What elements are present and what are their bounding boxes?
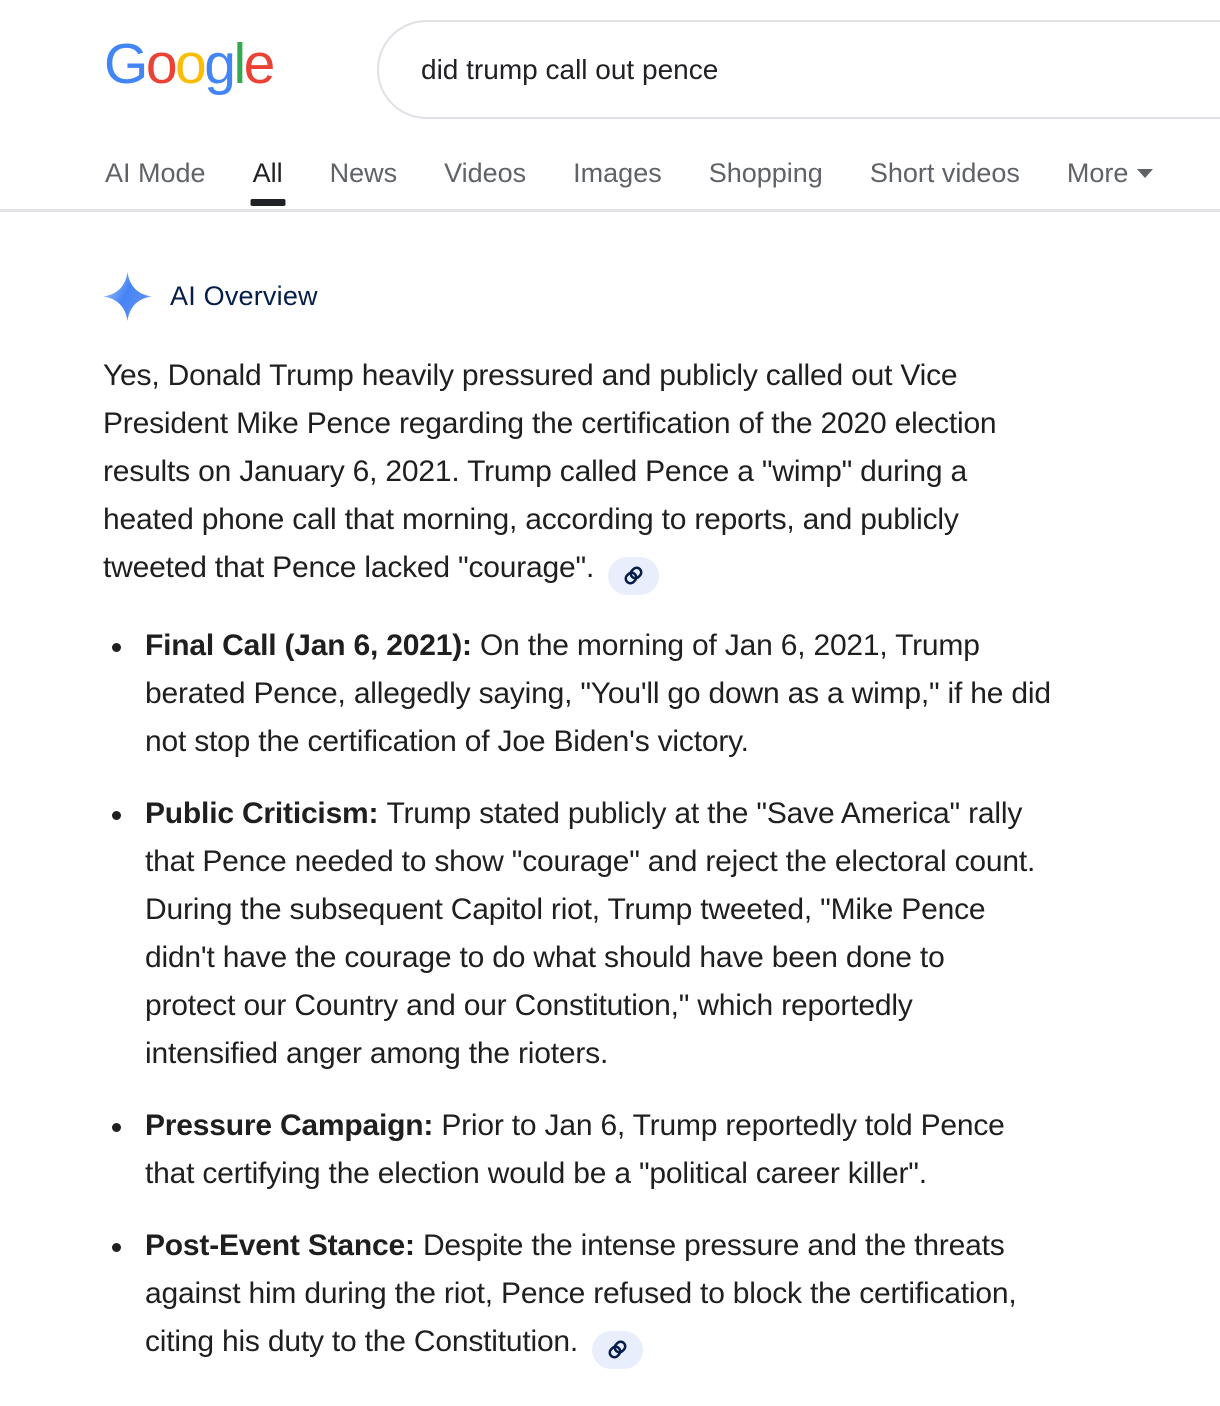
bullet-marker <box>112 1243 121 1252</box>
logo-letter: o <box>145 32 176 96</box>
tab-more-label: More <box>1066 157 1129 188</box>
search-box[interactable] <box>377 20 1220 119</box>
bullet-text: On the morning of Jan 6, 2021, Trump berated Pence, allegedly saying, "You'll go down as a wimp," if he did not stop the certification of Joe Biden's victory. <box>145 629 1051 758</box>
intro-text: Yes, Donald Trump heavily pressured and publicly called out Vice President Mike Pence regarding the certification of the 2020 election results on January 6, 2021. Trump called Pence a "wimp" during a heated phone call that morning, according to reports, and publicly tweeted that Pence lacked "courage". <box>103 359 997 584</box>
ai-overview-bullet-list <box>103 622 1198 1393</box>
bullet-text: Trump stated publicly at the "Save America" rally that Pence needed to show "courage" and reject the electoral count. During the subsequent Capitol riot, Trump tweeted, "Mike Pence didn't have the courage to do what should have been done to protect our Country and our Constitution," which reportedly intensified anger among the rioters. <box>145 797 1036 1070</box>
ai-overview-title: AI Overview <box>170 281 318 311</box>
tab-short-videos[interactable]: Short videos <box>869 157 1020 188</box>
link-icon <box>622 564 645 587</box>
tab-videos[interactable]: Videos <box>444 157 527 188</box>
header-divider <box>0 209 1220 212</box>
search-input[interactable] <box>379 25 1169 115</box>
google-logo[interactable] <box>104 33 273 95</box>
bullet-marker <box>112 811 121 820</box>
ai-overview-header <box>103 272 318 321</box>
logo-letter: l <box>233 32 244 96</box>
bullet-lead: Pressure Campaign: <box>145 1109 442 1142</box>
bullet-marker <box>112 643 121 652</box>
logo-letter: g <box>204 32 234 96</box>
link-icon <box>606 1338 629 1361</box>
results-tabbar <box>105 150 1153 196</box>
ai-overview-intro <box>103 352 1193 595</box>
tab-ai-mode[interactable]: AI Mode <box>105 157 206 188</box>
source-link-chip[interactable] <box>608 557 659 595</box>
logo-letter: e <box>243 32 273 96</box>
tab-news[interactable]: News <box>329 157 398 188</box>
bullet-text: Despite the intense pressure and the threats against him during the riot, Pence refused to block the certification, citing his duty to the Constitution. <box>145 1229 1017 1358</box>
bullet-final-call <box>103 622 1198 766</box>
active-tab-underline <box>250 199 285 206</box>
bullet-post-event-stance <box>103 1222 1198 1369</box>
gemini-sparkle-icon <box>103 272 152 321</box>
bullet-lead: Post-Event Stance: <box>145 1229 423 1262</box>
source-link-chip[interactable] <box>592 1331 643 1369</box>
bullet-public-criticism <box>103 790 1198 1078</box>
tab-all[interactable] <box>253 158 283 189</box>
bullet-lead: Public Criticism: <box>145 797 387 830</box>
chevron-down-icon <box>1137 169 1153 178</box>
bullet-pressure-campaign <box>103 1102 1198 1198</box>
tab-images[interactable]: Images <box>573 157 662 188</box>
bullet-text: Prior to Jan 6, Trump reportedly told Pence that certifying the election would be a "political career killer". <box>145 1109 1005 1190</box>
bullet-marker <box>112 1123 121 1132</box>
tab-shopping[interactable]: Shopping <box>708 157 823 188</box>
logo-letter: G <box>104 32 146 96</box>
logo-letter: o <box>175 32 205 96</box>
tab-all-label: All <box>252 157 283 188</box>
tab-more[interactable] <box>1067 158 1154 189</box>
bullet-lead: Final Call (Jan 6, 2021): <box>145 629 480 662</box>
